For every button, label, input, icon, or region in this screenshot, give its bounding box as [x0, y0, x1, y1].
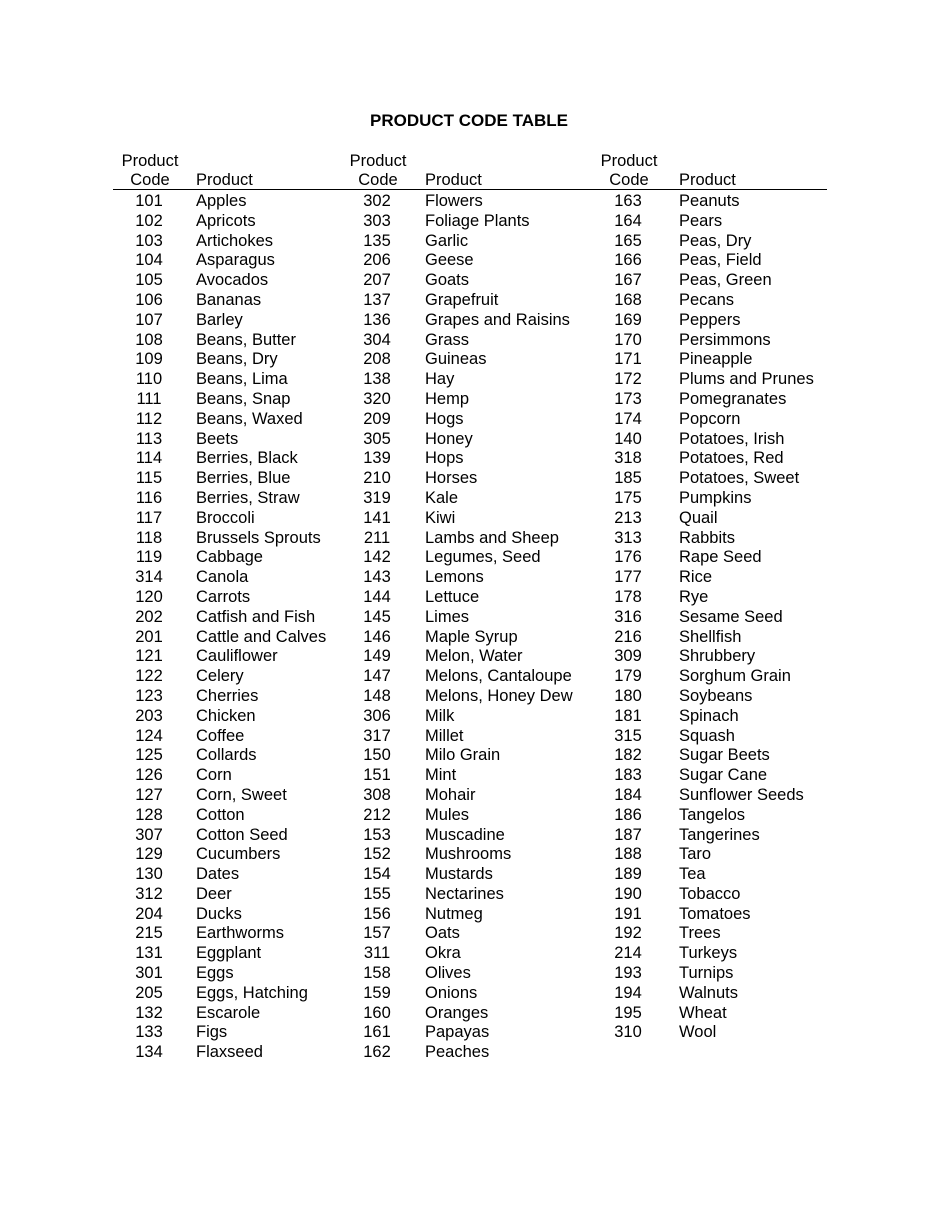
product-name: Dates [196, 865, 240, 884]
product-name: Sunflower Seeds [679, 785, 804, 804]
product-code: 179 [614, 667, 642, 686]
product-name: Garlic [425, 231, 469, 250]
product-name: Figs [196, 1023, 228, 1042]
product-name: Cattle and Calves [196, 627, 327, 646]
product-name: Kale [425, 488, 459, 507]
product-name: Oranges [425, 1003, 489, 1022]
product-name: Onions [425, 983, 478, 1002]
product-name: Berries, Straw [196, 488, 300, 507]
product-name: Rabbits [679, 528, 735, 547]
product-name: Legumes, Seed [425, 548, 541, 567]
product-code: 105 [135, 271, 163, 290]
product-name: Broccoli [196, 508, 255, 527]
product-code: 158 [363, 964, 391, 983]
product-name: Hops [425, 449, 464, 468]
product-code: 154 [363, 865, 391, 884]
header-code-3-line1: Product [600, 152, 658, 170]
product-name: Nutmeg [425, 904, 483, 923]
product-code: 210 [363, 469, 391, 488]
product-code: 305 [363, 429, 391, 448]
product-code: 122 [135, 667, 163, 686]
product-code: 183 [614, 766, 642, 785]
product-name: Barley [196, 310, 243, 329]
product-name: Millet [425, 726, 464, 745]
product-code: 133 [135, 1023, 163, 1042]
product-code: 189 [614, 865, 642, 884]
product-name: Taro [679, 845, 712, 864]
product-code: 155 [363, 884, 391, 903]
product-name: Papayas [425, 1023, 490, 1042]
header-code-2-line1: Product [349, 152, 407, 170]
product-code: 211 [363, 528, 391, 547]
product-code: 201 [135, 627, 163, 646]
product-code: 153 [363, 825, 391, 844]
product-name: Beans, Lima [196, 370, 288, 389]
product-name: Peas, Green [679, 271, 772, 290]
product-code: 143 [363, 568, 391, 587]
product-code: 304 [363, 330, 391, 349]
product-code: 178 [614, 587, 642, 606]
product-name: Honey [425, 429, 473, 448]
product-code: 116 [135, 488, 163, 507]
product-name: Apricots [196, 211, 256, 230]
product-name: Grapefruit [425, 290, 499, 309]
product-code: 206 [363, 251, 391, 270]
product-code: 204 [135, 904, 163, 923]
product-name: Rye [679, 587, 709, 606]
product-code: 191 [614, 904, 642, 923]
product-code: 302 [363, 192, 391, 210]
product-name: Coffee [196, 726, 245, 745]
product-code: 194 [614, 983, 642, 1002]
product-code: 177 [614, 568, 642, 587]
product-code: 195 [614, 1003, 642, 1022]
product-name: Cauliflower [196, 647, 278, 666]
product-name: Lettuce [425, 587, 480, 606]
product-code: 124 [135, 726, 163, 745]
product-code: 216 [614, 627, 642, 646]
product-name: Tomatoes [679, 904, 751, 923]
product-name: Eggs, Hatching [196, 983, 308, 1002]
product-code: 160 [363, 1003, 391, 1022]
product-code: 142 [363, 548, 391, 567]
product-name: Beets [196, 429, 239, 448]
product-code: 170 [614, 330, 642, 349]
product-name: Guineas [425, 350, 487, 369]
product-name: Flowers [425, 192, 483, 210]
product-name: Beans, Dry [196, 350, 278, 369]
product-code: 167 [614, 271, 642, 290]
product-code: 148 [363, 686, 391, 705]
product-name: Sorghum Grain [679, 667, 791, 686]
product-code: 131 [135, 944, 163, 963]
product-code: 108 [135, 330, 163, 349]
product-name: Walnuts [679, 983, 738, 1002]
product-code: 205 [135, 983, 163, 1002]
product-name: Beans, Waxed [196, 409, 303, 428]
product-name: Potatoes, Irish [679, 429, 785, 448]
product-name: Berries, Blue [196, 469, 291, 488]
product-name: Asparagus [196, 251, 275, 270]
product-code: 307 [135, 825, 163, 844]
product-code: 311 [363, 944, 391, 963]
product-code: 212 [363, 805, 391, 824]
product-code: 129 [135, 845, 163, 864]
header-code-1-line2: Code [130, 171, 170, 189]
product-code: 146 [363, 627, 391, 646]
product-code: 213 [614, 508, 642, 527]
product-code: 166 [614, 251, 642, 270]
product-code: 192 [614, 924, 642, 943]
product-name: Trees [679, 924, 721, 943]
product-code: 161 [363, 1023, 391, 1042]
product-code: 118 [135, 528, 163, 547]
product-name: Pears [679, 211, 723, 230]
product-code: 317 [363, 726, 391, 745]
product-code: 174 [614, 409, 642, 428]
product-name: Corn, Sweet [196, 785, 287, 804]
product-code: 184 [614, 785, 642, 804]
product-name: Melons, Honey Dew [425, 686, 573, 705]
product-name: Grapes and Raisins [425, 310, 570, 329]
product-code: 137 [363, 290, 391, 309]
product-code: 106 [135, 290, 163, 309]
product-name: Sugar Beets [679, 746, 770, 765]
product-name: Rice [679, 568, 713, 587]
product-code: 190 [614, 884, 642, 903]
product-name: Ducks [196, 904, 242, 923]
product-code: 110 [135, 370, 163, 389]
product-code: 312 [135, 884, 163, 903]
product-name: Catfish and Fish [196, 607, 316, 626]
product-code: 173 [614, 389, 642, 408]
product-code: 134 [135, 1043, 163, 1062]
product-code: 115 [135, 469, 163, 488]
product-code: 117 [135, 508, 163, 527]
product-name: Apples [196, 192, 247, 210]
product-name: Peas, Field [679, 251, 762, 270]
product-code: 103 [135, 231, 163, 250]
product-code: 120 [135, 587, 163, 606]
product-name: Peaches [425, 1043, 490, 1062]
product-code: 140 [614, 429, 642, 448]
product-name: Lambs and Sheep [425, 528, 559, 547]
product-code: 125 [135, 746, 163, 765]
product-code: 165 [614, 231, 642, 250]
product-name: Grass [425, 330, 470, 349]
product-code: 318 [614, 449, 642, 468]
header-product-1: Product [196, 171, 253, 189]
product-name: Sesame Seed [679, 607, 783, 626]
product-code: 308 [363, 785, 391, 804]
product-code: 136 [363, 310, 391, 329]
product-name: Muscadine [425, 825, 505, 844]
product-code: 127 [135, 785, 163, 804]
product-code: 171 [614, 350, 642, 369]
product-name: Deer [196, 884, 232, 903]
product-name: Collards [196, 746, 257, 765]
product-name: Foliage Plants [425, 211, 530, 230]
product-name: Pecans [679, 290, 735, 309]
product-code: 168 [614, 290, 642, 309]
product-code: 109 [135, 350, 163, 369]
product-code: 123 [135, 686, 163, 705]
product-code: 185 [614, 469, 642, 488]
product-code: 139 [363, 449, 391, 468]
product-code: 188 [614, 845, 642, 864]
product-name: Peppers [679, 310, 741, 329]
product-code: 145 [363, 607, 391, 626]
product-name: Turkeys [679, 944, 738, 963]
header-product-2: Product [425, 171, 482, 189]
header-code-2-line2: Code [358, 171, 398, 189]
product-code: 163 [614, 192, 642, 210]
product-code: 186 [614, 805, 642, 824]
product-name: Pomegranates [679, 389, 787, 408]
product-code: 138 [363, 370, 391, 389]
product-code: 162 [363, 1043, 391, 1062]
product-code: 152 [363, 845, 391, 864]
product-name: Turnips [679, 964, 734, 983]
product-name: Milk [425, 706, 455, 725]
product-code: 208 [363, 350, 391, 369]
product-name: Flaxseed [196, 1043, 263, 1062]
product-name: Brussels Sprouts [196, 528, 321, 547]
product-code: 107 [135, 310, 163, 329]
product-name: Cotton [196, 805, 245, 824]
product-code: 203 [135, 706, 163, 725]
product-name: Popcorn [679, 409, 741, 428]
product-name: Eggs [196, 964, 234, 983]
product-name: Mushrooms [425, 845, 512, 864]
product-code: 319 [363, 488, 391, 507]
product-code: 310 [614, 1023, 642, 1042]
product-code: 187 [614, 825, 642, 844]
product-code: 306 [363, 706, 391, 725]
product-name: Olives [425, 964, 471, 983]
product-code: 193 [614, 964, 642, 983]
product-code: 202 [135, 607, 163, 626]
product-name: Rape Seed [679, 548, 762, 567]
product-name: Beans, Butter [196, 330, 296, 349]
product-name: Bananas [196, 290, 262, 309]
product-name: Nectarines [425, 884, 504, 903]
product-name: Milo Grain [425, 746, 501, 765]
product-code: 147 [363, 667, 391, 686]
product-code: 102 [135, 211, 163, 230]
product-name: Squash [679, 726, 735, 745]
product-name: Pumpkins [679, 488, 752, 507]
product-code: 309 [614, 647, 642, 666]
product-code: 164 [614, 211, 642, 230]
product-code: 314 [135, 568, 163, 587]
product-name: Celery [196, 667, 244, 686]
product-name: Pineapple [679, 350, 753, 369]
product-name: Hogs [425, 409, 464, 428]
product-name: Limes [425, 607, 470, 626]
product-code: 135 [363, 231, 391, 250]
product-name: Cucumbers [196, 845, 281, 864]
product-code: 214 [614, 944, 642, 963]
product-name: Hemp [425, 389, 470, 408]
header-code-1-line1: Product [121, 152, 179, 170]
product-code: 130 [135, 865, 163, 884]
product-name: Okra [425, 944, 461, 963]
product-code: 112 [135, 409, 163, 428]
product-name: Soybeans [679, 686, 753, 705]
product-name: Mint [425, 766, 457, 785]
product-code: 316 [614, 607, 642, 626]
product-name: Mohair [425, 785, 476, 804]
product-code: 141 [363, 508, 391, 527]
product-code: 101 [135, 192, 163, 210]
product-code: 113 [135, 429, 163, 448]
product-code: 159 [363, 983, 391, 1002]
product-name: Cabbage [196, 548, 263, 567]
product-code: 169 [614, 310, 642, 329]
product-name: Chicken [196, 706, 256, 725]
header-code-3-line2: Code [609, 171, 649, 189]
product-code: 181 [614, 706, 642, 725]
product-name: Geese [425, 251, 474, 270]
page-title: PRODUCT CODE TABLE [369, 111, 568, 130]
product-name: Avocados [196, 271, 269, 290]
product-name: Spinach [679, 706, 739, 725]
product-name: Melons, Cantaloupe [425, 667, 572, 686]
product-name: Kiwi [425, 508, 456, 527]
product-name: Potatoes, Sweet [679, 469, 800, 488]
product-name: Tobacco [679, 884, 741, 903]
product-name: Horses [425, 469, 478, 488]
product-code: 128 [135, 805, 163, 824]
product-name: Persimmons [679, 330, 771, 349]
product-name: Corn [196, 766, 232, 785]
product-name: Tangelos [679, 805, 746, 824]
product-name: Goats [425, 271, 470, 290]
product-name: Potatoes, Red [679, 449, 784, 468]
product-code: 313 [614, 528, 642, 547]
header-divider [113, 189, 827, 190]
product-name: Mustards [425, 865, 493, 884]
product-code: 172 [614, 370, 642, 389]
product-name: Melon, Water [425, 647, 523, 666]
product-code: 301 [135, 964, 163, 983]
product-name: Shrubbery [679, 647, 756, 666]
product-code: 119 [135, 548, 163, 567]
product-code: 121 [135, 647, 163, 666]
product-name: Berries, Black [196, 449, 298, 468]
product-name: Lemons [425, 568, 484, 587]
product-name: Tea [679, 865, 706, 884]
product-name: Eggplant [196, 944, 262, 963]
product-name: Peas, Dry [679, 231, 752, 250]
product-name: Cherries [196, 686, 259, 705]
product-code: 151 [363, 766, 391, 785]
product-code: 315 [614, 726, 642, 745]
product-name: Tangerines [679, 825, 760, 844]
product-name: Maple Syrup [425, 627, 518, 646]
product-code: 156 [363, 904, 391, 923]
product-code: 149 [363, 647, 391, 666]
product-code: 157 [363, 924, 391, 943]
product-name: Escarole [196, 1003, 261, 1022]
product-name: Mules [425, 805, 470, 824]
product-name: Shellfish [679, 627, 742, 646]
product-name: Quail [679, 508, 718, 527]
product-name: Plums and Prunes [679, 370, 814, 389]
product-name: Earthworms [196, 924, 285, 943]
product-code: 209 [363, 409, 391, 428]
product-code: 144 [363, 587, 391, 606]
product-name: Peanuts [679, 192, 740, 210]
product-code: 320 [363, 389, 391, 408]
product-code: 175 [614, 488, 642, 507]
product-code: 150 [363, 746, 391, 765]
product-name: Carrots [196, 587, 251, 606]
header-product-3: Product [679, 171, 736, 189]
product-code: 104 [135, 251, 163, 270]
product-code: 207 [363, 271, 391, 290]
product-name: Beans, Snap [196, 389, 291, 408]
product-code: 111 [136, 389, 162, 408]
product-code: 176 [614, 548, 642, 567]
product-name: Wool [679, 1023, 717, 1042]
product-name: Hay [425, 370, 455, 389]
product-code: 215 [135, 924, 163, 943]
product-code: 132 [135, 1003, 163, 1022]
product-code: 114 [135, 449, 163, 468]
product-code: 126 [135, 766, 163, 785]
product-code: 180 [614, 686, 642, 705]
product-name: Canola [196, 568, 249, 587]
product-code: 303 [363, 211, 391, 230]
product-name: Oats [425, 924, 460, 943]
product-name: Cotton Seed [196, 825, 288, 844]
product-name: Wheat [679, 1003, 727, 1022]
product-code: 182 [614, 746, 642, 765]
product-name: Sugar Cane [679, 766, 768, 785]
product-name: Artichokes [196, 231, 274, 250]
